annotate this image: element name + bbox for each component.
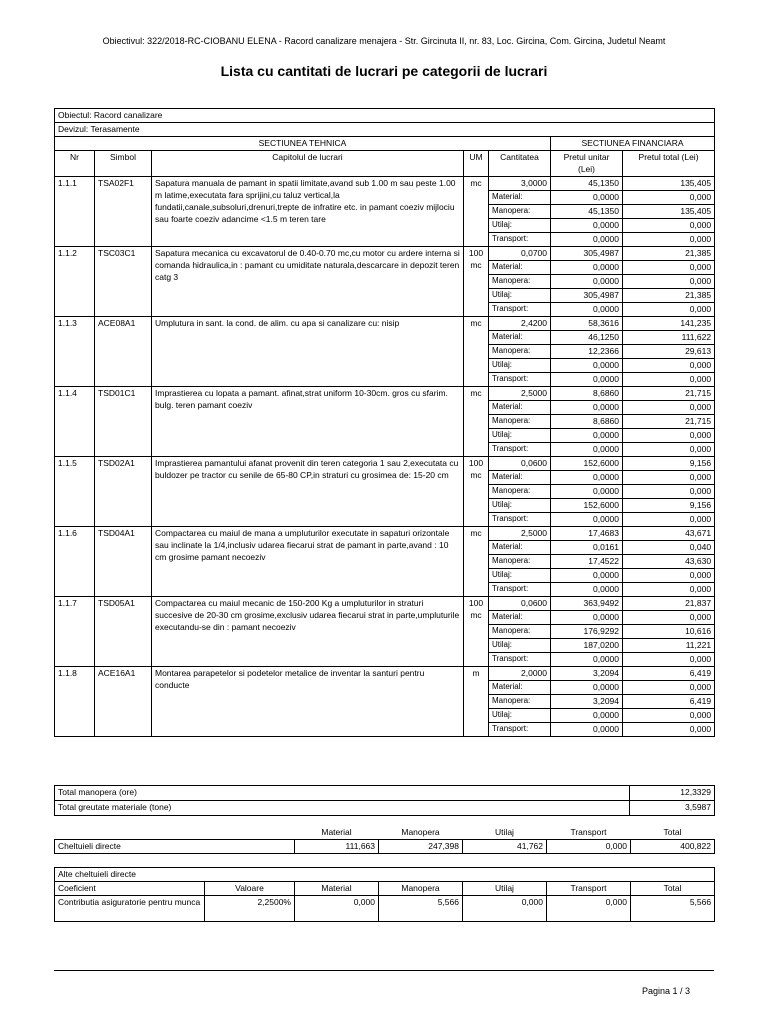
page-number: Pagina 1 / 3 <box>641 986 690 996</box>
subrow-label: Utilaj: <box>489 499 551 513</box>
item-description: Montarea parapetelor si podetelor metalice de inventar la santuri pentru conducte <box>152 667 464 737</box>
subrow-label: Transport: <box>489 373 551 387</box>
item-um: mc <box>464 387 489 457</box>
subrow-pret-unitar: 12,2366 <box>551 345 623 359</box>
subrow-pret-unitar: 0,0000 <box>551 373 623 387</box>
col-pret-total: Pretul total (Lei) <box>623 151 715 177</box>
col-pret-unitar: Pretul unitar (Lei) <box>551 151 623 177</box>
chelt-header-manopera: Manopera <box>401 827 440 837</box>
alte-title: Alte cheltuieli directe <box>55 868 715 882</box>
subrow-label: Manopera: <box>489 205 551 219</box>
item-cantitate: 2,5000 <box>489 387 551 401</box>
item-description: Sapatura mecanica cu excavatorul de 0.40-0.70 mc,cu motor cu ardere interna si comanda hidraulica,in : pamant cu umiditate naturala,descarcare in depozit teren catg 3 <box>152 247 464 317</box>
subrow-pret-unitar: 0,0000 <box>551 485 623 499</box>
subrow-pret-total: 0,000 <box>623 401 715 415</box>
chelt-utilaj: 41,762 <box>463 840 547 854</box>
subrow-label: Transport: <box>489 513 551 527</box>
subrow-pret-total: 0,000 <box>623 709 715 723</box>
subrow-pret-unitar: 305,4987 <box>551 289 623 303</box>
subrow-pret-unitar: 0,0000 <box>551 443 623 457</box>
item-pret-total: 21,715 <box>623 387 715 401</box>
subrow-label: Material: <box>489 331 551 345</box>
total-manopera-value: 12,3329 <box>630 786 715 801</box>
subrow-pret-total: 135,405 <box>623 205 715 219</box>
subrow-pret-total: 0,000 <box>623 261 715 275</box>
subrow-pret-total: 0,000 <box>623 471 715 485</box>
chelt-manopera: 247,398 <box>379 840 463 854</box>
subrow-pret-total: 0,000 <box>623 569 715 583</box>
item-pret-unitar: 3,2094 <box>551 667 623 681</box>
subrow-label: Transport: <box>489 303 551 317</box>
item-pret-total: 21,385 <box>623 247 715 261</box>
alte-header-total: Total <box>631 882 715 896</box>
col-um: UM <box>464 151 489 177</box>
subrow-label: Utilaj: <box>489 639 551 653</box>
item-simbol: TSD05A1 <box>95 597 152 667</box>
item-pret-total: 21,837 <box>623 597 715 611</box>
item-nr: 1.1.8 <box>55 667 95 737</box>
subrow-pret-unitar: 0,0000 <box>551 275 623 289</box>
item-description: Imprastierea pamantului afanat provenit din teren categoria 1 sau 2,executata cu buldozer pe tractor cu senile de 65-80 CP,in straturi cu grosimea de: 15-20 cm <box>152 457 464 527</box>
subrow-pret-total: 11,221 <box>623 639 715 653</box>
subrow-label: Manopera: <box>489 415 551 429</box>
chelt-label: Cheltuieli directe <box>55 840 295 854</box>
subrow-pret-total: 43,630 <box>623 555 715 569</box>
item-description: Compactarea cu maiul mecanic de 150-200 Kg a umpluturilor in straturi succesive de 20-30 cm grosime,exclusiv udarea fiecarui strat in parte,umpluturile executandu-se din : pamant necoeziv <box>152 597 464 667</box>
subrow-pret-unitar: 0,0000 <box>551 709 623 723</box>
subrow-pret-total: 0,000 <box>623 443 715 457</box>
chelt-header-material: Material <box>321 827 352 837</box>
item-row <box>55 317 715 331</box>
page-title: Lista cu cantitati de lucrari pe categorii de lucrari <box>220 63 548 79</box>
col-capitol: Capitolul de lucrari <box>152 151 464 177</box>
item-simbol: TSD04A1 <box>95 527 152 597</box>
item-simbol: ACE08A1 <box>95 317 152 387</box>
subrow-pret-total: 0,000 <box>623 191 715 205</box>
chelt-header-transport: Transport <box>570 827 607 837</box>
alte-cheltuieli-table <box>54 867 715 922</box>
subrow-pret-total: 9,156 <box>623 499 715 513</box>
subrow-label: Material: <box>489 471 551 485</box>
subrow-pret-unitar: 0,0000 <box>551 401 623 415</box>
subrow-pret-total: 0,000 <box>623 681 715 695</box>
total-greutate-label: Total greutate materiale (tone) <box>55 801 630 816</box>
alte-header-material: Material <box>295 882 379 896</box>
item-row <box>55 667 715 681</box>
total-greutate-value: 3,5987 <box>630 801 715 816</box>
chelt-material: 111,663 <box>295 840 379 854</box>
item-nr: 1.1.3 <box>55 317 95 387</box>
subrow-pret-total: 0,000 <box>623 513 715 527</box>
subrow-pret-unitar: 0,0000 <box>551 303 623 317</box>
alte-material: 0,000 <box>295 896 379 922</box>
subrow-pret-unitar: 0,0000 <box>551 653 623 667</box>
item-um: m <box>464 667 489 737</box>
alte-header-manopera: Manopera <box>379 882 463 896</box>
alte-valoare: 2,2500% <box>205 896 295 922</box>
item-um: 100 mc <box>464 247 489 317</box>
subrow-pret-unitar: 0,0000 <box>551 681 623 695</box>
alte-transport: 0,000 <box>547 896 631 922</box>
subrow-label: Material: <box>489 261 551 275</box>
subrow-pret-total: 0,000 <box>623 485 715 499</box>
subrow-label: Manopera: <box>489 345 551 359</box>
alte-total: 5,566 <box>631 896 715 922</box>
item-pret-total: 141,235 <box>623 317 715 331</box>
alte-manopera: 5,566 <box>379 896 463 922</box>
subrow-pret-unitar: 0,0000 <box>551 233 623 247</box>
item-simbol: ACE16A1 <box>95 667 152 737</box>
item-nr: 1.1.7 <box>55 597 95 667</box>
item-um: 100 mc <box>464 457 489 527</box>
item-row <box>55 597 715 611</box>
alte-utilaj: 0,000 <box>463 896 547 922</box>
subrow-label: Utilaj: <box>489 289 551 303</box>
subrow-label: Material: <box>489 541 551 555</box>
item-description: Imprastierea cu lopata a pamant. afinat,strat uniform 10-30cm. gros cu sfarim. bulg. teren pamant coeziv <box>152 387 464 457</box>
subrow-label: Utilaj: <box>489 359 551 373</box>
item-pret-total: 135,405 <box>623 177 715 191</box>
item-um: mc <box>464 527 489 597</box>
item-cantitate: 2,5000 <box>489 527 551 541</box>
chelt-header-total: Total <box>663 827 682 837</box>
subrow-label: Material: <box>489 191 551 205</box>
subrow-pret-unitar: 45,1350 <box>551 205 623 219</box>
subrow-pret-unitar: 152,6000 <box>551 499 623 513</box>
item-um: mc <box>464 317 489 387</box>
subrow-pret-unitar: 0,0000 <box>551 471 623 485</box>
subrow-label: Utilaj: <box>489 569 551 583</box>
subrow-label: Utilaj: <box>489 429 551 443</box>
subrow-pret-unitar: 0,0000 <box>551 569 623 583</box>
item-pret-unitar: 305,4987 <box>551 247 623 261</box>
subrow-pret-total: 21,715 <box>623 415 715 429</box>
subrow-pret-total: 0,000 <box>623 429 715 443</box>
subrow-pret-total: 0,040 <box>623 541 715 555</box>
subrow-pret-unitar: 0,0000 <box>551 723 623 737</box>
item-um: mc <box>464 177 489 247</box>
subrow-label: Transport: <box>489 653 551 667</box>
item-description: Umplutura in sant. la cond. de alim. cu apa si canalizare cu: nisip <box>152 317 464 387</box>
sect-tehnica-header: SECTIUNEA TEHNICA <box>55 137 551 151</box>
item-pret-unitar: 152,6000 <box>551 457 623 471</box>
subrow-pret-unitar: 0,0000 <box>551 261 623 275</box>
subrow-label: Manopera: <box>489 275 551 289</box>
item-simbol: TSC03C1 <box>95 247 152 317</box>
devizul-label: Devizul: Terasamente <box>55 123 715 137</box>
item-row <box>55 247 715 261</box>
subrow-pret-total: 0,000 <box>623 219 715 233</box>
subrow-pret-total: 0,000 <box>623 611 715 625</box>
alte-header-coeficient: Coeficient <box>55 882 205 896</box>
subrow-pret-unitar: 46,1250 <box>551 331 623 345</box>
item-cantitate: 0,0600 <box>489 457 551 471</box>
item-description: Sapatura manuala de pamant in spatii limitate,avand sub 1.00 m sau peste 1.00 m latime,executata fara sprijini,cu taluz vertical,la fundatii,canale,subsoluri,drenuri,trepte de infratire etc. in pamant coeziv mijlociu sau foarte coeziv adancime <1.5 m teren tare <box>152 177 464 247</box>
item-pret-total: 6,419 <box>623 667 715 681</box>
item-row <box>55 177 715 191</box>
subrow-pret-total: 21,385 <box>623 289 715 303</box>
subrow-label: Manopera: <box>489 555 551 569</box>
subrow-pret-total: 0,000 <box>623 373 715 387</box>
subrow-label: Transport: <box>489 233 551 247</box>
subrow-label: Material: <box>489 401 551 415</box>
item-row <box>55 457 715 471</box>
subrow-pret-total: 0,000 <box>623 653 715 667</box>
subrow-pret-total: 111,622 <box>623 331 715 345</box>
item-nr: 1.1.2 <box>55 247 95 317</box>
subrow-pret-unitar: 187,0200 <box>551 639 623 653</box>
subrow-label: Utilaj: <box>489 219 551 233</box>
quantities-table <box>54 108 715 737</box>
cheltuieli-directe-table <box>54 826 715 854</box>
alte-header-utilaj: Utilaj <box>463 882 547 896</box>
subrow-pret-total: 6,419 <box>623 695 715 709</box>
item-description: Compactarea cu maiul de mana a umpluturilor executate in sapaturi orizontale sau inclinate la 1/4,inclusiv udarea fiecarui strat de pamant in parte,avand : 10 cm grosime pamant necoeziv <box>152 527 464 597</box>
chelt-transport: 0,000 <box>547 840 631 854</box>
subrow-pret-unitar: 0,0000 <box>551 513 623 527</box>
subrow-pret-unitar: 8,6860 <box>551 415 623 429</box>
item-nr: 1.1.4 <box>55 387 95 457</box>
col-simbol: Simbol <box>95 151 152 177</box>
subrow-pret-total: 0,000 <box>623 359 715 373</box>
subrow-pret-unitar: 0,0000 <box>551 219 623 233</box>
item-pret-unitar: 363,9492 <box>551 597 623 611</box>
sect-financiara-header: SECTIUNEA FINANCIARA <box>551 137 715 151</box>
obiectul-label: Obiectul: Racord canalizare <box>55 109 715 123</box>
item-pret-total: 9,156 <box>623 457 715 471</box>
item-um: 100 mc <box>464 597 489 667</box>
subrow-pret-unitar: 0,0000 <box>551 429 623 443</box>
chelt-header-utilaj: Utilaj <box>495 827 514 837</box>
subrow-pret-total: 0,000 <box>623 583 715 597</box>
objective-header: Obiectivul: 322/2018-RC-CIOBANU ELENA - Racord canalizare menajera - Str. Gircinuta II, nr. 83, Loc. Gircina, Com. Gircina, Judetul Neamt <box>102 36 666 46</box>
subrow-pret-total: 10,616 <box>623 625 715 639</box>
subrow-label: Manopera: <box>489 695 551 709</box>
item-cantitate: 0,0700 <box>489 247 551 261</box>
item-row <box>55 527 715 541</box>
item-simbol: TSD02A1 <box>95 457 152 527</box>
subrow-pret-total: 29,613 <box>623 345 715 359</box>
alte-header-transport: Transport <box>547 882 631 896</box>
item-cantitate: 2,4200 <box>489 317 551 331</box>
subrow-pret-unitar: 176,9292 <box>551 625 623 639</box>
subrow-pret-total: 0,000 <box>623 233 715 247</box>
item-cantitate: 2,0000 <box>489 667 551 681</box>
subrow-pret-unitar: 0,0000 <box>551 611 623 625</box>
totals-table <box>54 785 715 816</box>
subrow-label: Transport: <box>489 443 551 457</box>
subrow-label: Transport: <box>489 723 551 737</box>
subrow-pret-total: 0,000 <box>623 275 715 289</box>
item-pret-unitar: 17,4683 <box>551 527 623 541</box>
item-simbol: TSA02F1 <box>95 177 152 247</box>
col-nr: Nr <box>55 151 95 177</box>
item-simbol: TSD01C1 <box>95 387 152 457</box>
item-nr: 1.1.1 <box>55 177 95 247</box>
item-nr: 1.1.6 <box>55 527 95 597</box>
item-row <box>55 387 715 401</box>
item-pret-unitar: 8,6860 <box>551 387 623 401</box>
alte-header-valoare: Valoare <box>205 882 295 896</box>
item-cantitate: 3,0000 <box>489 177 551 191</box>
subrow-pret-unitar: 3,2094 <box>551 695 623 709</box>
item-pret-unitar: 45,1350 <box>551 177 623 191</box>
total-manopera-label: Total manopera (ore) <box>55 786 630 801</box>
subrow-pret-total: 0,000 <box>623 303 715 317</box>
alte-coeficient: Contributia asiguratorie pentru munca <box>55 896 205 922</box>
item-pret-total: 43,671 <box>623 527 715 541</box>
col-cantitatea: Cantitatea <box>489 151 551 177</box>
subrow-label: Transport: <box>489 583 551 597</box>
subrow-label: Manopera: <box>489 625 551 639</box>
subrow-label: Utilaj: <box>489 709 551 723</box>
subrow-pret-unitar: 0,0000 <box>551 191 623 205</box>
item-pret-unitar: 58,3616 <box>551 317 623 331</box>
subrow-pret-total: 0,000 <box>623 723 715 737</box>
subrow-pret-unitar: 0,0000 <box>551 583 623 597</box>
subrow-label: Material: <box>489 611 551 625</box>
item-nr: 1.1.5 <box>55 457 95 527</box>
subrow-pret-unitar: 0,0000 <box>551 359 623 373</box>
chelt-total: 400,822 <box>631 840 715 854</box>
subrow-pret-unitar: 17,4522 <box>551 555 623 569</box>
footer-divider <box>54 970 714 971</box>
subrow-pret-unitar: 0,0161 <box>551 541 623 555</box>
subrow-label: Material: <box>489 681 551 695</box>
item-cantitate: 0,0600 <box>489 597 551 611</box>
subrow-label: Manopera: <box>489 485 551 499</box>
